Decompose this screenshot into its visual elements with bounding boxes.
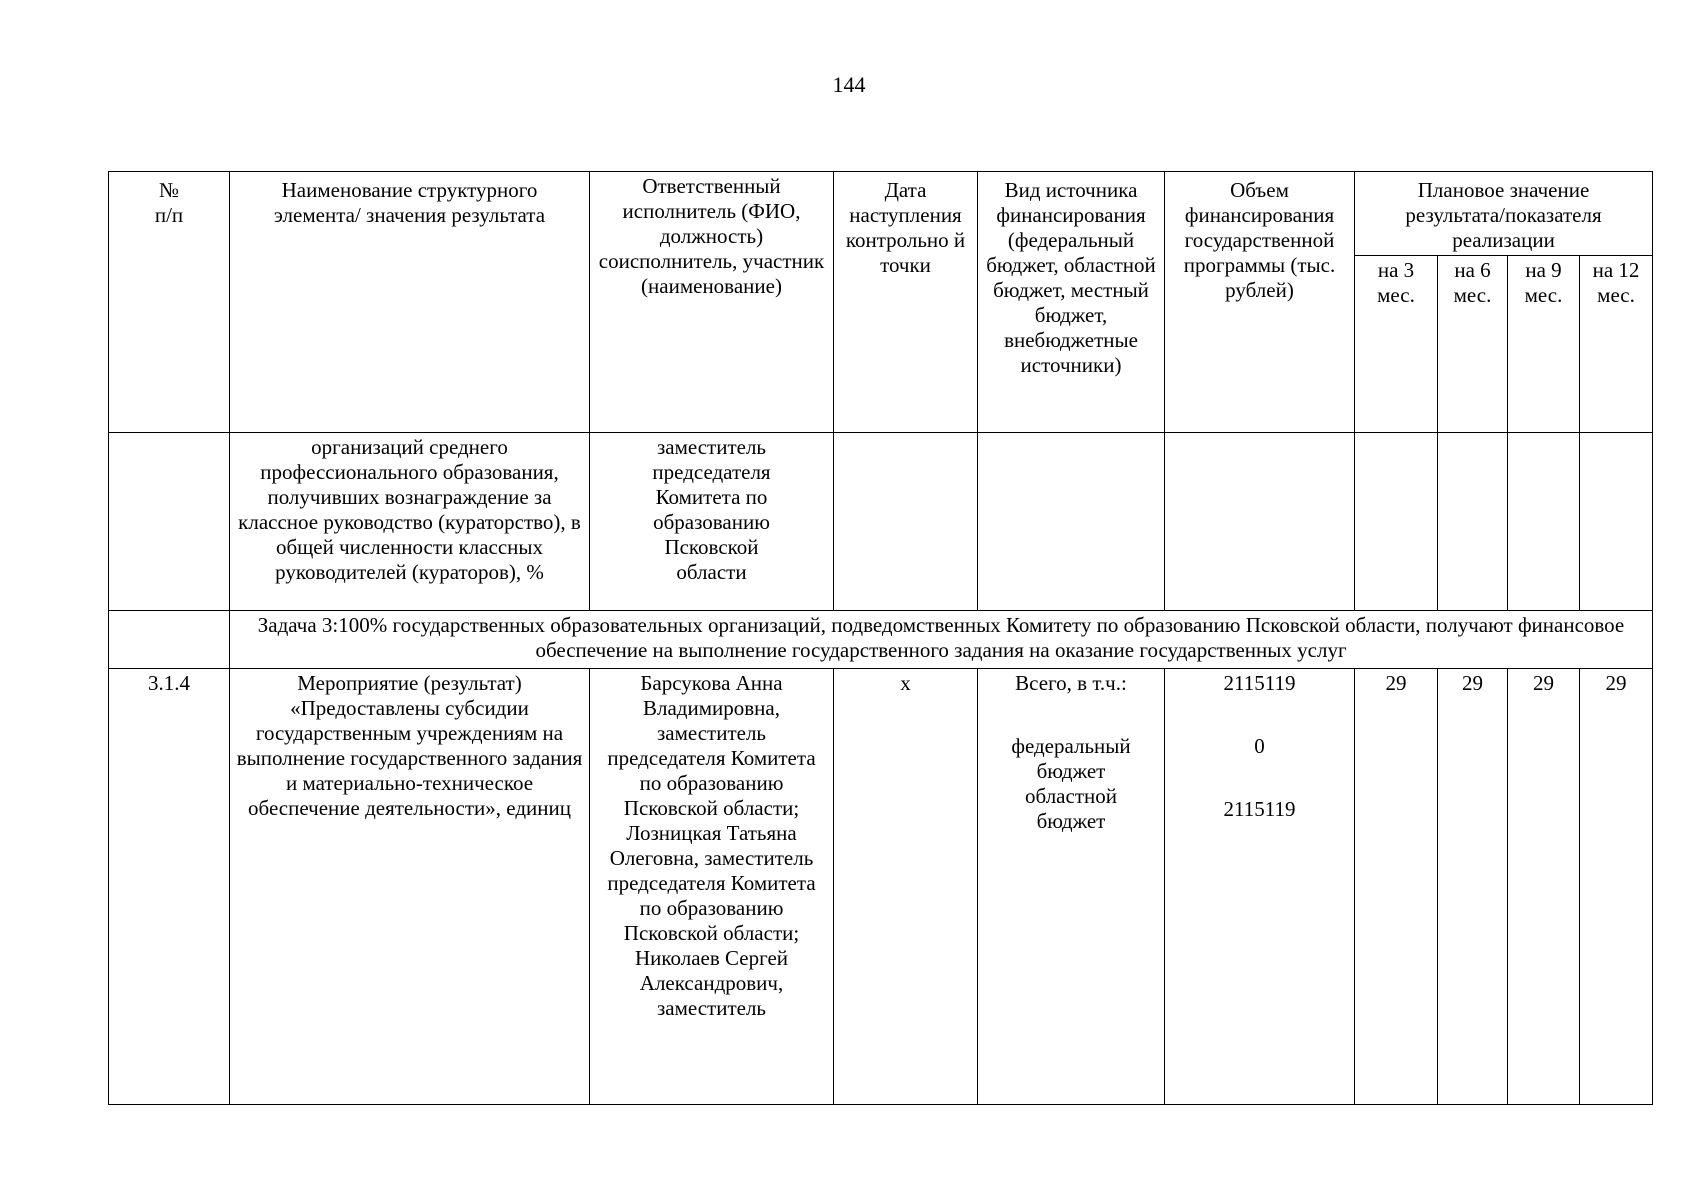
volume-total: 2115119	[1223, 671, 1296, 695]
cell-q3	[1355, 433, 1438, 611]
task-row	[109, 611, 1653, 669]
task-text: Задача 3:100% государственных образовательных организаций, подведомственных Комитету по образованию Псковской области, получают финансовое обеспечение на выполнение государственного задания на оказание государственных услуг	[230, 611, 1653, 669]
header-source: Вид источника финансирования (федеральный бюджет, областной бюджет, местный бюджет, внебюджетные источники)	[978, 172, 1165, 433]
header-responsible: Ответственный исполнитель (ФИО, должность) соисполнитель, участник (наименование)	[590, 172, 834, 433]
cell-num: 3.1.4	[109, 669, 230, 1105]
cell-name: организаций среднего профессионального образования, получивших вознаграждение за классное руководство (кураторство), в общей численности классных руководителей (кураторов), %	[230, 433, 590, 611]
cell-q6: 29	[1438, 669, 1508, 1105]
cell-q9: 29	[1508, 669, 1580, 1105]
cell-q12	[1580, 433, 1653, 611]
cell-volume	[1165, 669, 1355, 1105]
cell-q3: 29	[1355, 669, 1438, 1105]
cell-source	[978, 433, 1165, 611]
volume-regional: 2115119	[1223, 797, 1296, 821]
cell-date: х	[834, 669, 978, 1105]
table-row	[109, 433, 1653, 611]
header-q9: на 9 мес.	[1508, 256, 1580, 433]
header-q12: на 12 мес.	[1580, 256, 1653, 433]
page-number: 144	[832, 72, 866, 97]
cell-num	[109, 611, 230, 669]
cell-source	[978, 669, 1165, 1105]
cell-name: Мероприятие (результат) «Предоставлены субсидии государственным учреждениям на выполнение государственного задания и материально-техническое обеспечение деятельности», единиц	[230, 669, 590, 1105]
cell-q12: 29	[1580, 669, 1653, 1105]
header-name: Наименование структурного элемента/ значения результата	[230, 172, 590, 433]
header-date: Дата наступления контрольно й точки	[834, 172, 978, 433]
plan-table	[108, 171, 1653, 1105]
cell-num	[109, 433, 230, 611]
source-federal: федеральный бюджет	[1011, 734, 1131, 783]
cell-volume	[1165, 433, 1355, 611]
cell-responsible: Барсукова Анна Владимировна, заместитель председателя Комитета по образованию Псковской области; Лозницкая Татьяна Олеговна, заместитель председателя Комитета по образованию Псковской области; Николаев Сергей Александрович, заместитель	[590, 669, 834, 1105]
volume-federal: 0	[1254, 734, 1265, 758]
cell-q6	[1438, 433, 1508, 611]
header-volume: Объем финансирования государственной программы (тыс. рублей)	[1165, 172, 1355, 433]
header-q3: на 3 мес.	[1355, 256, 1438, 433]
header-plan: Плановое значение результата/показателя реализации	[1355, 172, 1653, 256]
cell-date	[834, 433, 978, 611]
header-num: № п/п	[109, 172, 230, 433]
header-q6: на 6 мес.	[1438, 256, 1508, 433]
source-total: Всего, в т.ч.:	[1015, 671, 1127, 695]
cell-responsible: заместитель председателя Комитета по образованию Псковской области	[590, 433, 834, 611]
source-regional: областной бюджет	[1025, 784, 1117, 833]
header-row	[109, 172, 1653, 256]
cell-q9	[1508, 433, 1580, 611]
table-row	[109, 669, 1653, 1105]
